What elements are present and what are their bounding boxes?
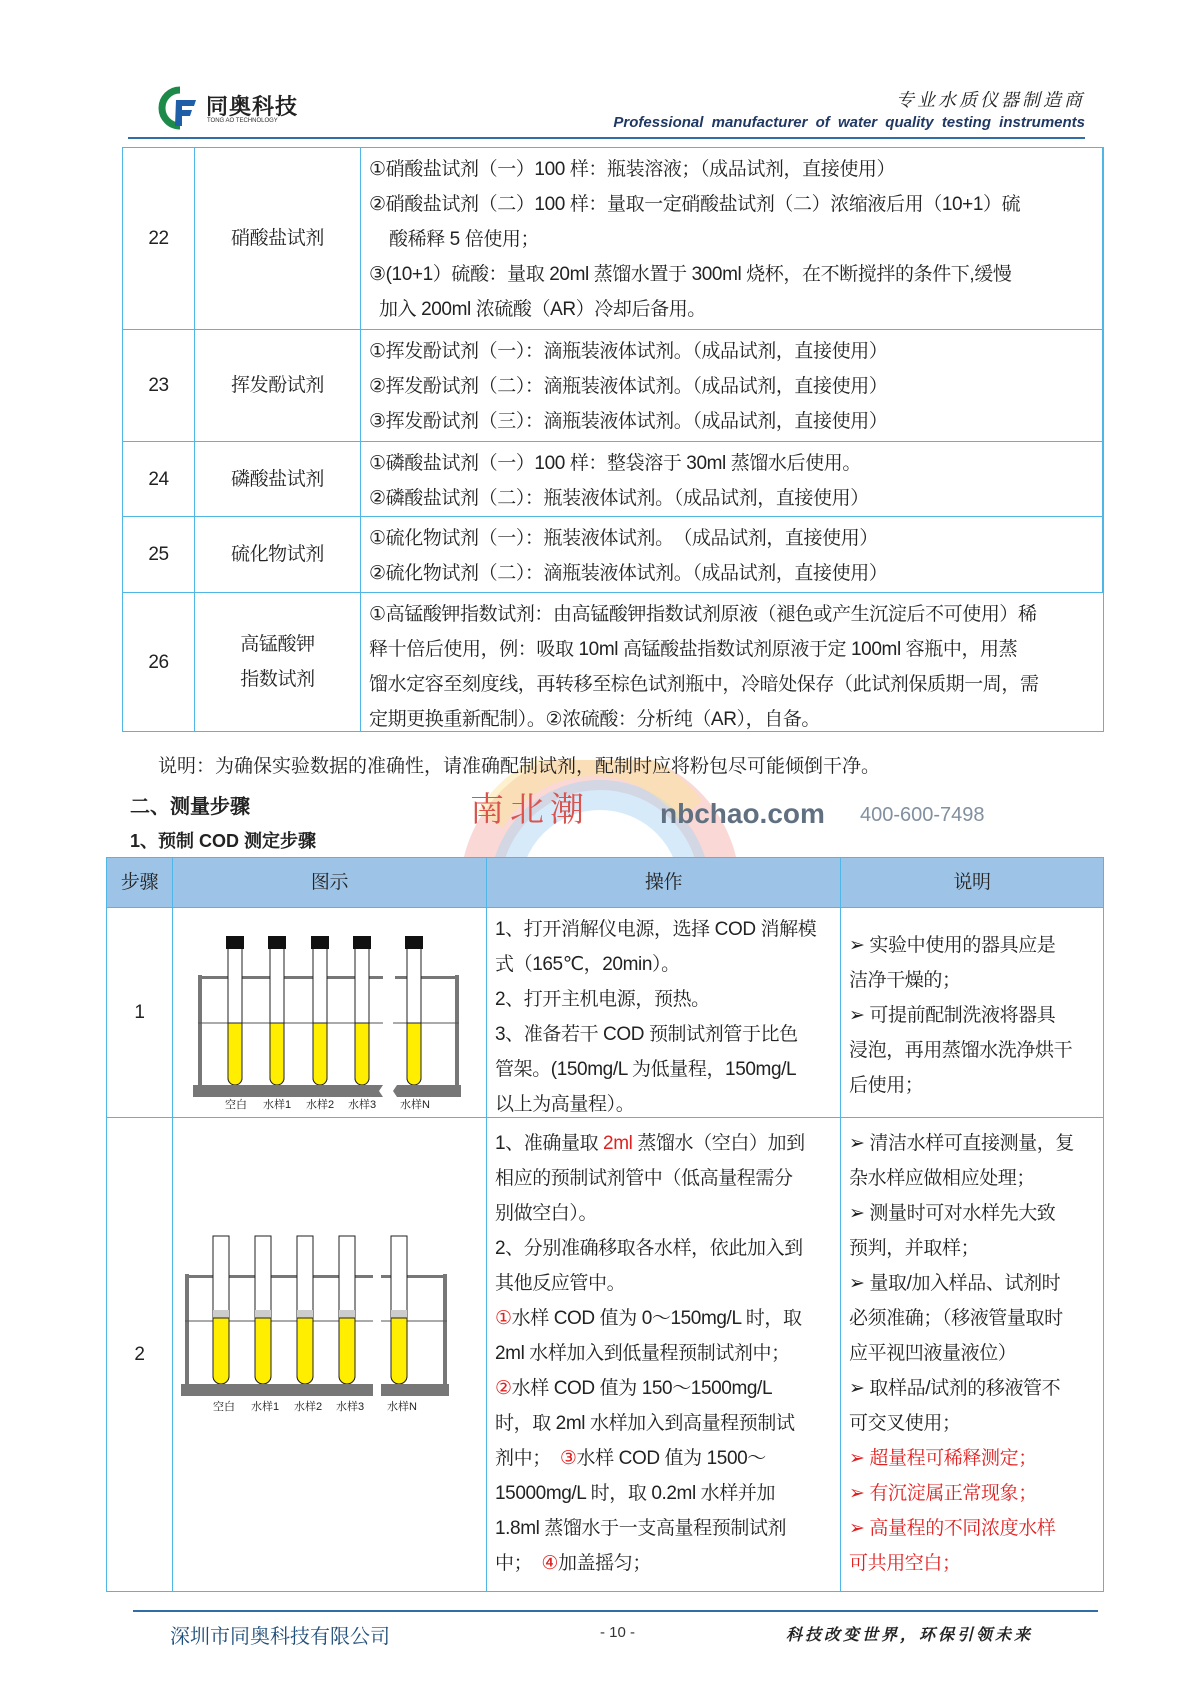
tube-label: 水样N xyxy=(400,1099,430,1111)
reagent-no: 22 xyxy=(123,148,195,330)
watermark-site: nbchao.com xyxy=(660,798,825,829)
note-line: 后使用； xyxy=(849,1075,924,1096)
op-line: 3、准备若干 COD 预制试剂管于比色 xyxy=(495,1024,798,1045)
desc-line: ①硫化物试剂（一）：瓶装液体试剂。 （成品试剂，直接使用） xyxy=(369,528,878,549)
note-line: ➢ 清洁水样可直接测量，复 xyxy=(849,1126,1099,1161)
op-line: 15000mg/L 时，取 0.2ml 水样并加 xyxy=(495,1483,776,1504)
header-slogan-cn: 专业水质仪器制造商 xyxy=(896,90,1085,111)
op-line: 1、打开消解仪电源，选择 COD 消解模 xyxy=(495,919,817,940)
reagent-name xyxy=(195,593,361,731)
header-slogan-en: Professional manufacturer of water quality testing instruments xyxy=(613,114,1085,131)
tube-label: 水样3 xyxy=(336,1401,365,1413)
op-line xyxy=(495,1546,838,1581)
desc-line: 释十倍后使用，例：吸取 10ml 高锰酸盐指数试剂原液于定 100ml 容瓶中，用蒸 xyxy=(369,639,1018,660)
op-highlight: 2ml xyxy=(603,1133,633,1154)
step-operation xyxy=(487,908,841,1118)
op-line xyxy=(495,1126,838,1161)
test-tube xyxy=(391,1236,407,1384)
desc-line: ①高锰酸钾指数试剂：由高锰酸钾指数试剂原液（褪色或产生沉淀后不可使用）稀 xyxy=(369,604,1037,625)
desc-line: 馏水定容至刻度线，再转移至棕色试剂瓶中，冷暗处保存（此试剂保质期一周，需 xyxy=(369,674,1039,695)
reagent-name: 挥发酚试剂 xyxy=(195,330,361,442)
header-divider xyxy=(128,137,1085,139)
desc-line: ③(10+1）硫酸：量取 20ml 蒸馏水置于 300ml 烧杯，在不断搅拌的条件下,缓慢 xyxy=(369,264,1012,285)
section-title: 二、测量步骤 xyxy=(130,796,250,818)
step-notes xyxy=(841,1118,1103,1591)
tube-label: 水样1 xyxy=(251,1401,280,1413)
company-logo xyxy=(158,86,308,132)
step-operation xyxy=(487,1118,841,1591)
test-tube xyxy=(226,936,244,1085)
reagent-name-line: 指数试剂 xyxy=(240,669,315,690)
op-text: 1、准确量取 xyxy=(495,1133,604,1154)
op-line: 别做空白）。 xyxy=(495,1203,598,1224)
circled-number: ③ xyxy=(559,1448,577,1469)
op-line xyxy=(495,1371,838,1406)
reagent-desc xyxy=(361,593,1103,731)
note-line: 浸泡，再用蒸馏水洗净烘干 xyxy=(849,1040,1073,1061)
note-line: 可交叉使用； xyxy=(849,1413,961,1434)
reagent-desc xyxy=(361,517,1103,593)
op-line: 2、分别准确移取各水样，依此加入到 xyxy=(495,1238,803,1259)
warning-note: ➢ 超量程可稀释测定； xyxy=(849,1441,1099,1476)
op-text: 蒸馏水（空白）加到 xyxy=(632,1133,805,1154)
footer-divider xyxy=(133,1610,1098,1612)
note-line: ➢ 可提前配制洗液将器具 xyxy=(849,998,1099,1033)
reagent-desc xyxy=(361,148,1103,330)
op-text: 加盖摇匀； xyxy=(557,1553,651,1574)
desc-line: ③挥发酚试剂（三）：滴瓶装液体试剂。（成品试剂，直接使用） xyxy=(369,411,888,432)
op-line: 式（165℃，20min）。 xyxy=(495,954,680,975)
op-line xyxy=(495,1301,838,1336)
op-line: 1.8ml 蒸馏水于一支高量程预制试剂 xyxy=(495,1518,787,1539)
reagent-name: 磷酸盐试剂 xyxy=(195,442,361,517)
reagent-no: 24 xyxy=(123,442,195,517)
test-tube xyxy=(339,1236,355,1384)
op-text: 水样 COD 值为 0～150mg/L 时，取 xyxy=(511,1308,802,1329)
tube-rack-diagram xyxy=(173,1118,487,1591)
tube-label: 水样2 xyxy=(294,1401,323,1413)
tube-label: 水样N xyxy=(387,1401,417,1413)
circled-number: ④ xyxy=(541,1553,558,1574)
op-text: 水样 COD 值为 150～1500mg/L xyxy=(511,1378,773,1399)
tube-label: 水样3 xyxy=(348,1099,377,1111)
op-line: 时，取 2ml 水样加入到高量程预制试 xyxy=(495,1413,795,1434)
logo-mark-icon xyxy=(158,86,202,130)
circled-number: ① xyxy=(495,1308,512,1329)
step-number: 1 xyxy=(107,908,173,1118)
step-number: 2 xyxy=(107,1118,173,1591)
logo-text-en: TONG AO TECHNOLOGY xyxy=(207,118,278,124)
test-tube xyxy=(255,1236,271,1384)
note-line: 预判，并取样； xyxy=(849,1238,980,1259)
reagent-name: 硝酸盐试剂 xyxy=(195,148,361,330)
header-diagram: 图示 xyxy=(173,858,487,908)
note-line: ➢ 实验中使用的器具应是 xyxy=(849,928,1099,963)
desc-line: ②挥发酚试剂（二）：滴瓶装液体试剂。（成品试剂，直接使用） xyxy=(369,376,888,397)
subsection-title: 1、预制 COD 测定步骤 xyxy=(130,831,317,851)
op-line: 其他反应管中。 xyxy=(495,1273,626,1294)
test-tube-rack-open-illustration xyxy=(173,1218,485,1518)
reagent-no: 25 xyxy=(123,517,195,593)
circled-number: ② xyxy=(495,1378,512,1399)
reagent-table xyxy=(122,147,1104,732)
test-tube xyxy=(405,936,423,1085)
op-text: 剂中； xyxy=(495,1448,560,1469)
reagent-desc xyxy=(361,330,1103,442)
op-text: 中； xyxy=(495,1553,542,1574)
note-line: 应平视凹液量液位） xyxy=(849,1343,1017,1364)
op-line: 2ml 水样加入到低量程预制试剂中； xyxy=(495,1343,790,1364)
desc-line: ①磷酸盐试剂（一）100 样：整袋溶于 30ml 蒸馏水后使用。 xyxy=(369,453,861,474)
desc-line: ②硫化物试剂（二）：滴瓶装液体试剂。（成品试剂，直接使用） xyxy=(369,563,888,584)
op-line: 管架。(150mg/L 为低量程，150mg/L xyxy=(495,1059,797,1080)
tube-label: 空白 xyxy=(213,1401,235,1413)
test-tube-rack-capped-illustration xyxy=(173,908,485,1116)
tube-label: 水样2 xyxy=(306,1099,335,1111)
test-tube xyxy=(213,1236,229,1384)
page-number: - 10 - xyxy=(600,1624,636,1641)
warning-note: ➢ 有沉淀属正常现象； xyxy=(849,1476,1099,1511)
desc-line: 加入 200ml 浓硫酸（AR）冷却后备用。 xyxy=(379,299,706,320)
watermark-cn: 南北潮 xyxy=(470,790,590,830)
step-notes xyxy=(841,908,1103,1118)
footer-company: 深圳市同奥科技有限公司 xyxy=(170,1626,390,1648)
footer-slogan: 科技改变世界，环保引领未来 xyxy=(786,1625,1034,1644)
note-text: 说明：为确保实验数据的准确性，请准确配制试剂，配制时应将粉包尽可能倾倒干净。 xyxy=(158,756,881,777)
test-tube xyxy=(311,936,329,1085)
op-line xyxy=(495,1441,838,1476)
reagent-desc xyxy=(361,442,1103,517)
reagent-no: 23 xyxy=(123,330,195,442)
op-line: 以上为高量程）。 xyxy=(495,1094,635,1115)
note-line: ➢ 测量时可对水样先大致 xyxy=(849,1196,1099,1231)
watermark-phone: 400-600-7498 xyxy=(860,804,985,826)
note-line: 杂水样应做相应处理； xyxy=(849,1168,1036,1189)
desc-line: ①硝酸盐试剂（一）100 样：瓶装溶液；（成品试剂，直接使用） xyxy=(369,159,896,180)
note-line: 洁净干燥的； xyxy=(849,970,961,991)
op-line: 2、打开主机电源，预热。 xyxy=(495,989,710,1010)
desc-line: ②硝酸盐试剂（二）100 样：量取一定硝酸盐试剂（二）浓缩液后用（10+1）硫 xyxy=(369,194,1021,215)
logo-text-cn: 同奥科技 xyxy=(206,94,299,119)
tube-rack-diagram xyxy=(173,908,487,1118)
warning-note: ➢ 高量程的不同浓度水样 xyxy=(849,1511,1099,1546)
test-tube xyxy=(297,1236,313,1384)
desc-line: 酸稀释 5 倍使用； xyxy=(389,229,540,250)
tube-label: 空白 xyxy=(225,1099,247,1111)
op-line: 相应的预制试剂管中（低高量程需分 xyxy=(495,1168,793,1189)
tube-label: 水样1 xyxy=(263,1099,292,1111)
reagent-name-line: 高锰酸钾 xyxy=(240,634,315,655)
steps-table xyxy=(106,857,1104,1592)
header-step: 步骤 xyxy=(107,858,173,908)
reagent-name: 硫化物试剂 xyxy=(195,517,361,593)
op-text: 水样 COD 值为 1500～ xyxy=(576,1448,766,1469)
desc-line: 定期更换重新配制）。②浓硫酸：分析纯（AR），自备。 xyxy=(369,709,821,730)
desc-line: ①挥发酚试剂（一）：滴瓶装液体试剂。（成品试剂，直接使用） xyxy=(369,341,888,362)
header-operation: 操作 xyxy=(487,858,841,908)
test-tube xyxy=(268,936,286,1085)
reagent-no: 26 xyxy=(123,593,195,731)
test-tube xyxy=(353,936,371,1085)
desc-line: ②磷酸盐试剂（二）：瓶装液体试剂。（成品试剂，直接使用） xyxy=(369,488,869,509)
note-line: ➢ 取样品/试剂的移液管不 xyxy=(849,1371,1099,1406)
header-notes: 说明 xyxy=(841,858,1103,908)
warning-note: 可共用空白； xyxy=(849,1553,961,1574)
note-line: 必须准确；（移液管量取时 xyxy=(849,1308,1063,1329)
note-line: ➢ 量取/加入样品、试剂时 xyxy=(849,1266,1099,1301)
